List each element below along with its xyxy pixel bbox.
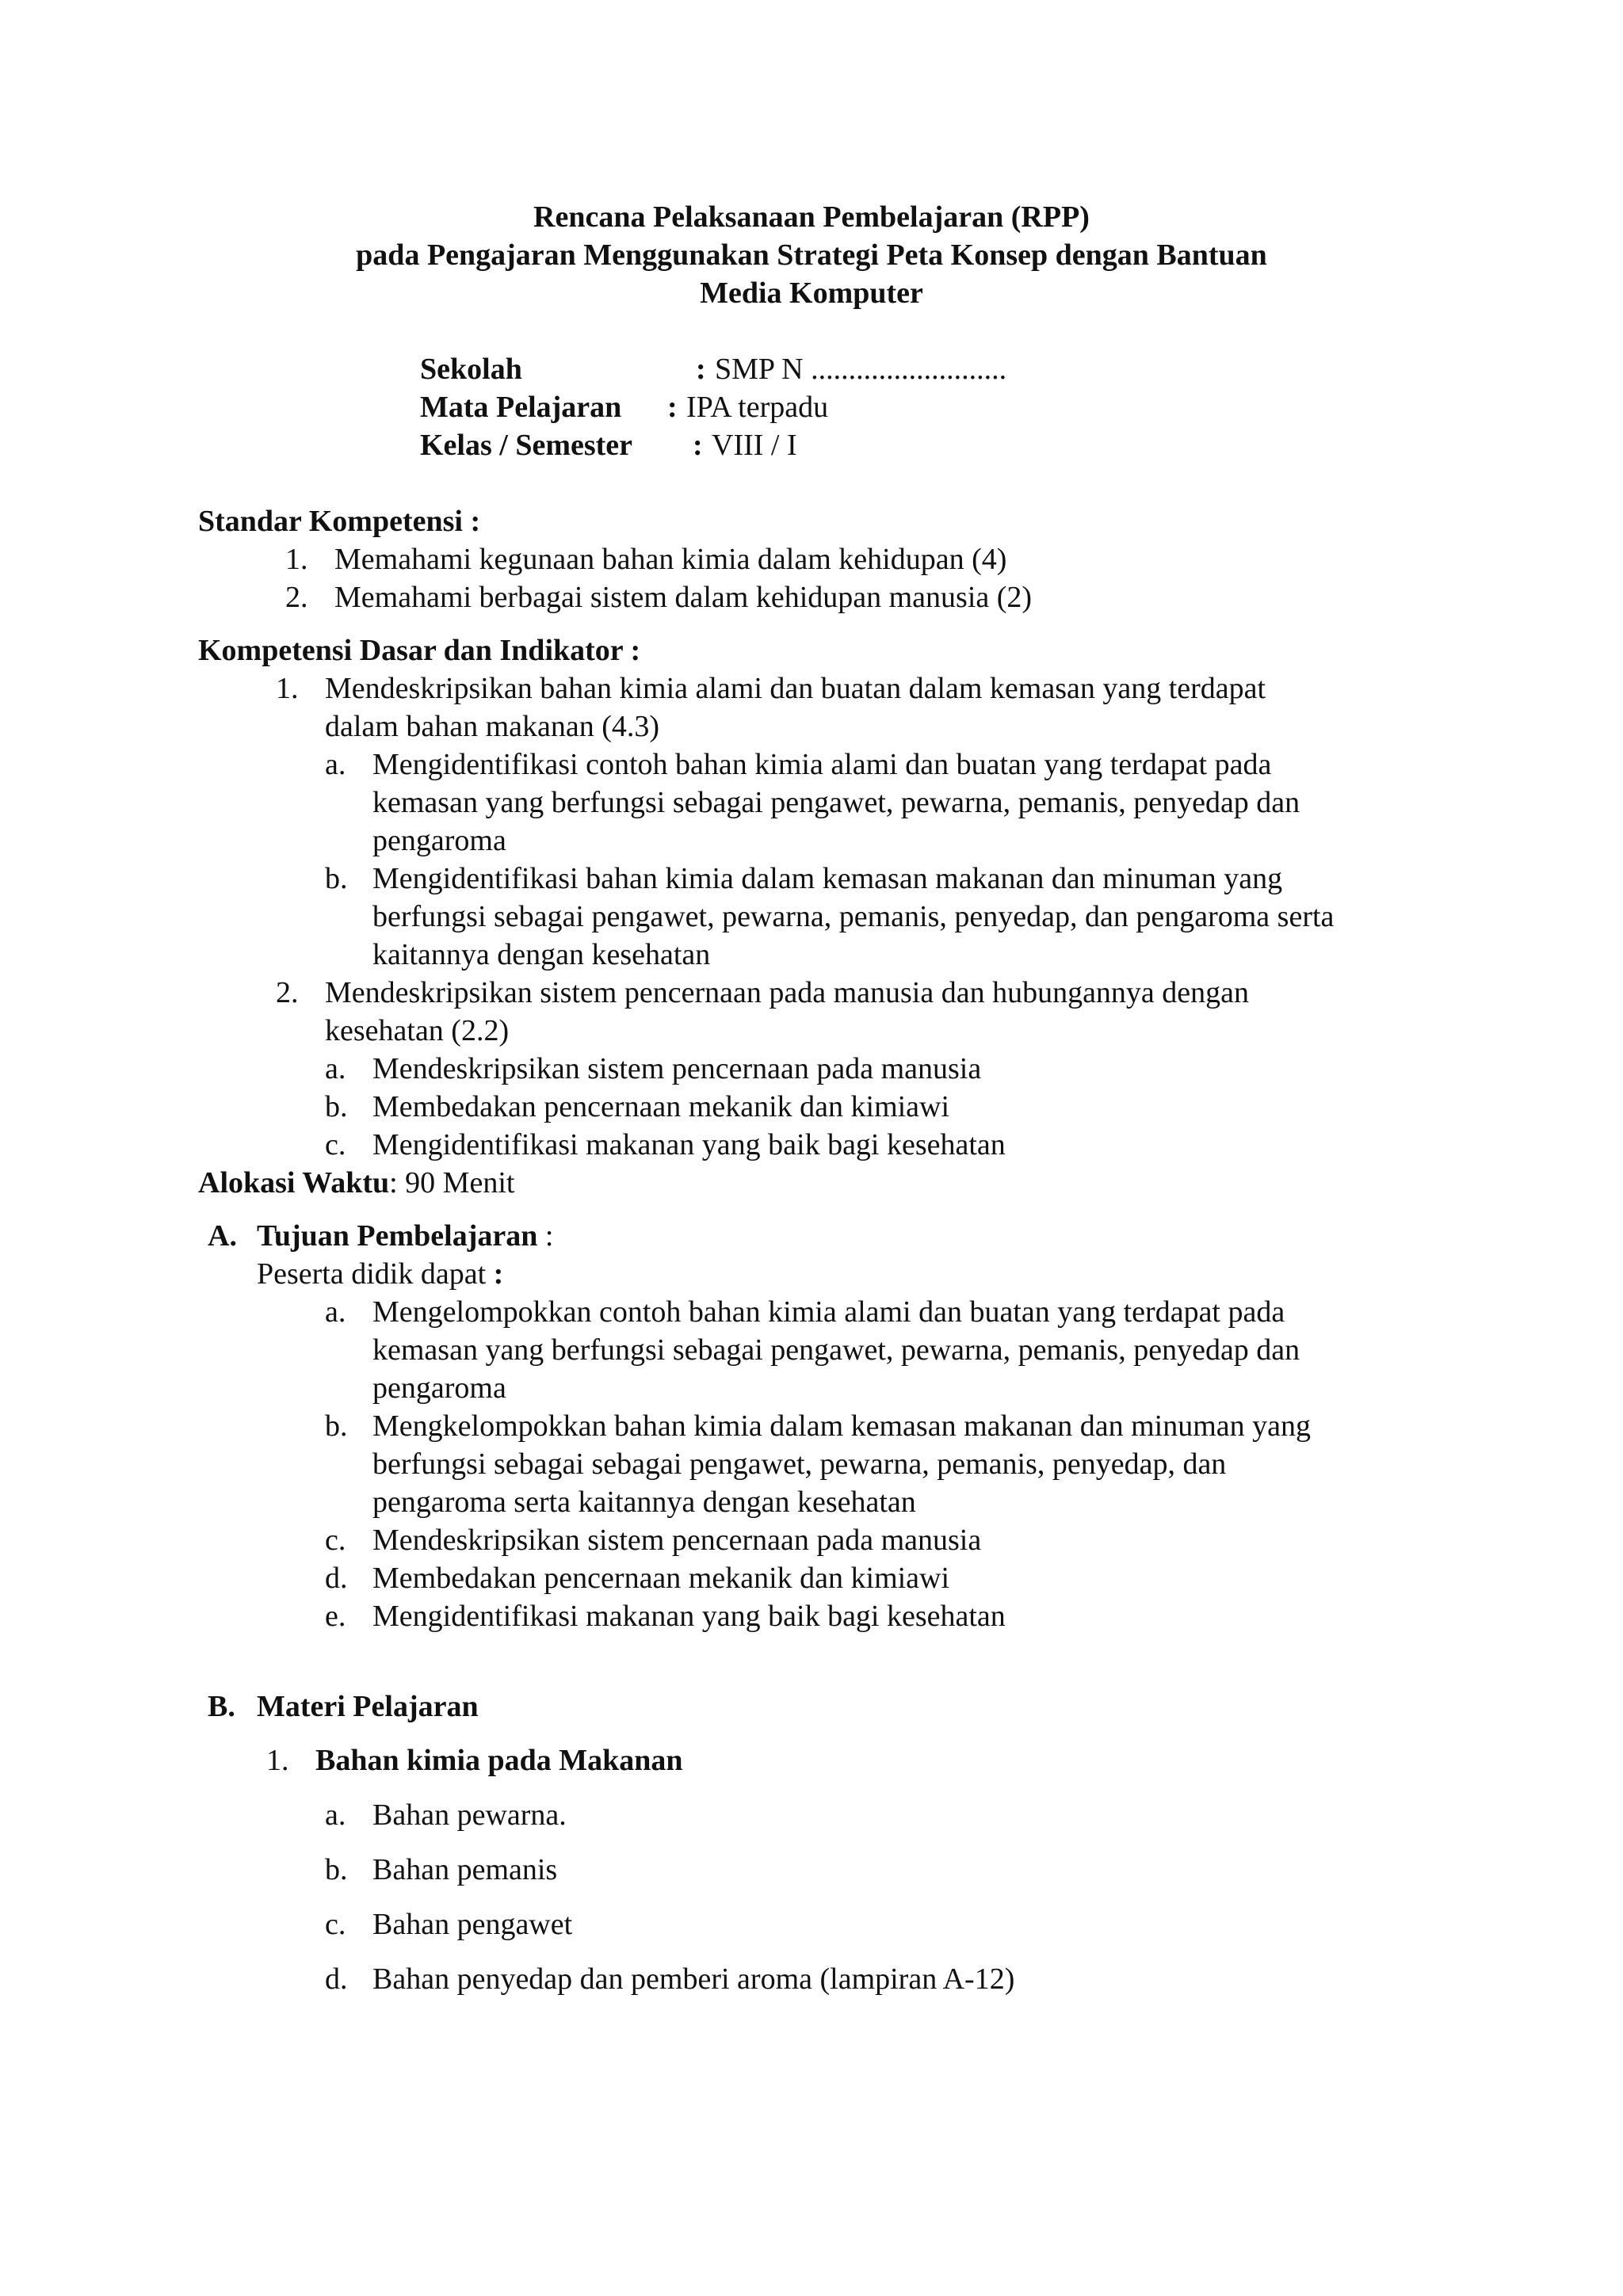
materi-item-d-text: Bahan penyedap dan pemberi aroma (lampiran A-12): [372, 1962, 1015, 1996]
subject-label: Mata Pelajaran: [420, 391, 622, 424]
kd-item-2a-text: Mendeskripsikan sistem pencernaan pada manusia: [372, 1052, 982, 1085]
subject-value: IPA terpadu: [686, 391, 829, 424]
standar-item-1-num: 1.: [285, 543, 308, 576]
kd-item-1-line-2: dalam bahan makanan (4.3): [325, 710, 660, 743]
kd-item-1b-letter: b.: [325, 862, 348, 895]
school-colon: :: [696, 353, 706, 386]
class-colon: :: [693, 429, 703, 462]
tujuan-item-a-line-3: pengaroma: [372, 1371, 506, 1405]
kd-item-2c-text: Mengidentifikasi makanan yang baik bagi kesehatan: [372, 1128, 1006, 1161]
tujuan-intro-text: Peserta didik dapat: [257, 1257, 487, 1291]
tujuan-item-b-line-2: berfungsi sebagai sebagai pengawet, pewarna, pemanis, penyedap, dan: [372, 1447, 1227, 1481]
tujuan-item-d-letter: d.: [325, 1562, 348, 1595]
tujuan-item-d-text: Membedakan pencernaan mekanik dan kimiawi: [372, 1562, 950, 1595]
materi-sub-num: 1.: [266, 1744, 289, 1777]
tujuan-item-e-text: Mengidentifikasi makanan yang baik bagi kesehatan: [372, 1600, 1006, 1633]
kd-heading: Kompetensi Dasar dan Indikator :: [198, 634, 641, 667]
materi-item-a-letter: a.: [325, 1798, 346, 1832]
materi-item-c-text: Bahan pengawet: [372, 1908, 573, 1941]
tujuan-item-c-letter: c.: [325, 1524, 346, 1557]
tujuan-item-a-line-1: Mengelompokkan contoh bahan kimia alami dan buatan yang terdapat pada: [372, 1295, 1285, 1329]
tujuan-heading-colon: :: [537, 1219, 554, 1253]
kd-item-2b-letter: b.: [325, 1090, 348, 1123]
tujuan-item-b-line-3: pengaroma serta kaitannya dengan kesehatan: [372, 1486, 916, 1519]
subject-colon: :: [667, 391, 678, 424]
tujuan-heading-text: Tujuan Pembelajaran: [257, 1219, 538, 1253]
kd-item-1-line-1: Mendeskripsikan bahan kimia alami dan buatan dalam kemasan yang terdapat: [325, 672, 1266, 705]
alokasi-value: : 90 Menit: [389, 1166, 515, 1199]
tujuan-item-e-letter: e.: [325, 1600, 346, 1633]
kd-item-1a-line-2: kemasan yang berfungsi sebagai pengawet, pewarna, pemanis, penyedap dan: [372, 786, 1300, 819]
doc-title-line-1: Rencana Pelaksanaan Pembelajaran (RPP): [533, 200, 1090, 234]
materi-heading: Materi Pelajaran: [257, 1690, 479, 1723]
tujuan-item-a-letter: a.: [325, 1295, 346, 1329]
class-value: VIII / I: [712, 429, 797, 462]
materi-item-d-letter: d.: [325, 1962, 348, 1996]
kd-item-1a-line-3: pengaroma: [372, 824, 506, 857]
kd-item-1b-line-2: berfungsi sebagai pengawet, pewarna, pemanis, penyedap, dan pengaroma serta: [372, 900, 1335, 933]
materi-item-a-text: Bahan pewarna.: [372, 1798, 567, 1832]
materi-item-b-text: Bahan pemanis: [372, 1853, 558, 1886]
tujuan-item-b-line-1: Mengkelompokkan bahan kimia dalam kemasan makanan dan minuman yang: [372, 1409, 1311, 1443]
tujuan-intro-colon: :: [486, 1257, 504, 1291]
kd-item-1b-line-3: kaitannya dengan kesehatan: [372, 938, 711, 971]
standar-heading: Standar Kompetensi :: [198, 505, 481, 538]
kd-item-2-num: 2.: [276, 976, 299, 1009]
school-label: Sekolah: [420, 353, 522, 386]
tujuan-item-a-line-2: kemasan yang berfungsi sebagai pengawet, pewarna, pemanis, penyedap dan: [372, 1333, 1300, 1367]
tujuan-intro: [257, 1255, 503, 1293]
kd-item-1b-line-1: Mengidentifikasi bahan kimia dalam kemasan makanan dan minuman yang: [372, 862, 1283, 895]
doc-title-line-3: Media Komputer: [700, 277, 923, 310]
standar-item-2-text: Memahami berbagai sistem dalam kehidupan manusia (2): [334, 581, 1033, 614]
alokasi-label: Alokasi Waktu: [198, 1166, 390, 1199]
kd-item-1a-line-1: Mengidentifikasi contoh bahan kimia alami dan buatan yang terdapat pada: [372, 748, 1272, 781]
materi-item-c-letter: c.: [325, 1908, 346, 1941]
kd-item-2c-letter: c.: [325, 1128, 346, 1161]
kd-item-2a-letter: a.: [325, 1052, 346, 1085]
alokasi-waktu: [198, 1164, 514, 1202]
kd-item-2b-text: Membedakan pencernaan mekanik dan kimiawi: [372, 1090, 950, 1123]
materi-letter: B.: [208, 1690, 235, 1723]
standar-item-2-num: 2.: [285, 581, 308, 614]
doc-title-line-2: pada Pengajaran Menggunakan Strategi Peta Konsep dengan Bantuan: [356, 238, 1267, 272]
tujuan-letter: A.: [208, 1219, 237, 1253]
tujuan-item-b-letter: b.: [325, 1409, 348, 1443]
tujuan-heading: [257, 1217, 553, 1255]
kd-item-2-line-1: Mendeskripsikan sistem pencernaan pada manusia dan hubungannya dengan: [325, 976, 1250, 1009]
school-value: SMP N ..........................: [715, 353, 1007, 386]
tujuan-item-c-text: Mendeskripsikan sistem pencernaan pada manusia: [372, 1524, 982, 1557]
kd-item-1a-letter: a.: [325, 748, 346, 781]
class-label: Kelas / Semester: [420, 429, 633, 462]
materi-item-b-letter: b.: [325, 1853, 348, 1886]
kd-item-1-num: 1.: [276, 672, 299, 705]
materi-sub-heading: Bahan kimia pada Makanan: [315, 1744, 683, 1777]
standar-item-1-text: Memahami kegunaan bahan kimia dalam kehidupan (4): [334, 543, 1007, 576]
kd-item-2-line-2: kesehatan (2.2): [325, 1014, 510, 1047]
